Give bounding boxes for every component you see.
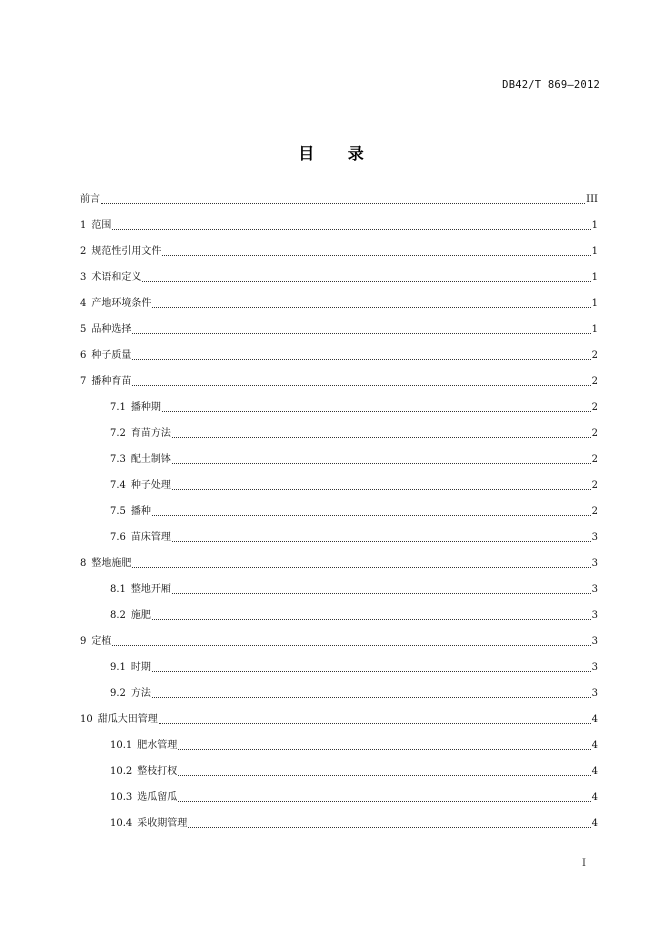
toc-entry[interactable] <box>80 577 598 603</box>
toc-entry-text: 术语和定义 <box>91 272 142 283</box>
toc-entry-text: 播种 <box>130 506 151 517</box>
toc-dot-leader <box>178 775 590 776</box>
toc-entry-number: 3 <box>80 272 87 283</box>
toc-entry-text: 整枝打杈 <box>137 766 178 777</box>
document-code: DB42/T 869—2012 <box>502 79 600 91</box>
toc-entry-page: 2 <box>591 454 598 465</box>
toc-entry-text: 方法 <box>130 688 151 699</box>
toc-entry-page: 3 <box>591 584 598 595</box>
toc-entry-label <box>110 577 171 603</box>
toc-entry[interactable] <box>80 369 598 395</box>
toc-entry-label <box>110 603 151 629</box>
toc-dot-leader <box>172 463 591 464</box>
toc-entry-label <box>80 265 141 291</box>
toc-entry-number: 10.4 <box>110 818 133 829</box>
toc-entry-page: 4 <box>591 818 598 829</box>
toc-entry-label <box>110 421 171 447</box>
toc-entry-text: 产地环境条件 <box>91 298 152 309</box>
toc-entry-page: 3 <box>591 688 598 699</box>
toc-entry-text: 肥水管理 <box>137 740 178 751</box>
toc-dot-leader <box>132 385 590 386</box>
toc-entry-text: 选瓜留瓜 <box>137 792 178 803</box>
toc-entry-label <box>110 759 177 785</box>
toc-entry-label <box>80 551 131 577</box>
toc-entry-page: 1 <box>591 298 598 309</box>
toc-dot-leader <box>172 489 591 490</box>
toc-entry-number: 8 <box>80 558 87 569</box>
toc-entry[interactable] <box>80 681 598 707</box>
toc-entry[interactable] <box>80 473 598 499</box>
toc-dot-leader <box>132 359 590 360</box>
toc-entry-label <box>110 499 151 525</box>
toc-entry-number: 10 <box>80 714 93 725</box>
toc-entry-text: 种子质量 <box>91 350 132 361</box>
toc-entry-page: 4 <box>591 714 598 725</box>
toc-entry[interactable] <box>80 187 598 213</box>
toc-entry-label <box>110 785 177 811</box>
toc-entry-number: 7.1 <box>110 402 126 413</box>
toc-dot-leader <box>112 229 590 230</box>
toc-dot-leader <box>152 307 590 308</box>
toc-dot-leader <box>152 515 591 516</box>
toc-dot-leader <box>132 567 590 568</box>
toc-entry[interactable] <box>80 759 598 785</box>
toc-entry[interactable] <box>80 499 598 525</box>
toc-entry-label <box>110 811 187 837</box>
toc-entry-number: 7.4 <box>110 480 126 491</box>
toc-entry-text: 规范性引用文件 <box>91 246 162 257</box>
toc-dot-leader <box>152 671 591 672</box>
toc-entry-number: 7 <box>80 376 87 387</box>
toc-entry-text: 采收期管理 <box>137 818 188 829</box>
toc-entry-page: 3 <box>591 636 598 647</box>
toc-dot-leader <box>178 749 590 750</box>
toc-entry[interactable] <box>80 785 598 811</box>
toc-title: 目 录 <box>298 144 378 163</box>
toc-entry-text: 范围 <box>91 220 112 231</box>
toc-entry-number: 4 <box>80 298 87 309</box>
toc-entry-label <box>110 681 151 707</box>
toc-entry-page: 4 <box>591 740 598 751</box>
toc-dot-leader <box>132 333 590 334</box>
toc-dot-leader <box>172 593 591 594</box>
toc-entry[interactable] <box>80 811 598 837</box>
toc-entry-number: 7.6 <box>110 532 126 543</box>
toc-entry-text: 播种育苗 <box>91 376 132 387</box>
page-number: I <box>582 858 586 869</box>
toc-dot-leader <box>152 697 591 698</box>
toc-entry-page: 4 <box>591 792 598 803</box>
toc-entry[interactable] <box>80 655 598 681</box>
toc-entry-label <box>80 629 111 655</box>
toc-entry-text: 定植 <box>91 636 112 647</box>
toc-entry-label <box>80 369 131 395</box>
toc-entry-label <box>80 707 158 733</box>
toc-entry-number: 5 <box>80 324 87 335</box>
toc-entry-number: 8.1 <box>110 584 126 595</box>
toc-entry[interactable] <box>80 629 598 655</box>
toc-entry-number: 7.3 <box>110 454 126 465</box>
toc-entry-text: 整地开厢 <box>130 584 171 595</box>
toc-dot-leader <box>162 255 590 256</box>
toc-entry-page: 1 <box>591 246 598 257</box>
toc-dot-leader <box>159 723 591 724</box>
toc-dot-leader <box>162 411 591 412</box>
toc-entry[interactable] <box>80 603 598 629</box>
toc-entry-page: 2 <box>591 506 598 517</box>
toc-entry-text: 整地施肥 <box>91 558 132 569</box>
toc-dot-leader <box>172 437 591 438</box>
toc-entry-page: III <box>586 194 598 205</box>
toc-entry-number: 10.2 <box>110 766 133 777</box>
toc-dot-leader <box>178 801 590 802</box>
toc-entry-label <box>110 733 177 759</box>
toc-entry-number: 8.2 <box>110 610 126 621</box>
toc-dot-leader <box>172 541 591 542</box>
toc-entry-page: 3 <box>591 532 598 543</box>
toc-entry-number: 10.3 <box>110 792 133 803</box>
toc-entry-page: 2 <box>591 428 598 439</box>
toc-entry[interactable] <box>80 733 598 759</box>
toc-dot-leader <box>188 827 590 828</box>
toc-list <box>80 187 598 837</box>
toc-entry-page: 4 <box>591 766 598 777</box>
toc-entry-number: 10.1 <box>110 740 133 751</box>
toc-entry[interactable] <box>80 707 598 733</box>
toc-entry-text: 种子处理 <box>130 480 171 491</box>
toc-entry-number: 9 <box>80 636 87 647</box>
toc-entry-number: 9.1 <box>110 662 126 673</box>
toc-entry-page: 2 <box>591 350 598 361</box>
toc-entry-page: 2 <box>591 402 598 413</box>
toc-entry-page: 3 <box>591 610 598 621</box>
toc-entry-text: 播种期 <box>130 402 161 413</box>
toc-entry-label <box>80 317 131 343</box>
toc-entry-label <box>80 187 100 213</box>
toc-entry-label <box>80 239 161 265</box>
toc-entry-text: 配土制钵 <box>130 454 171 465</box>
toc-entry-page: 1 <box>591 324 598 335</box>
toc-entry-text: 育苗方法 <box>130 428 171 439</box>
toc-dot-leader <box>112 645 590 646</box>
toc-entry-text: 甜瓜大田管理 <box>97 714 158 725</box>
toc-entry[interactable] <box>80 239 598 265</box>
toc-entry-text: 时期 <box>130 662 151 673</box>
toc-entry[interactable] <box>80 265 598 291</box>
toc-dot-leader <box>101 203 585 204</box>
toc-entry-page: 3 <box>591 662 598 673</box>
toc-entry[interactable] <box>80 343 598 369</box>
toc-entry-label <box>110 655 151 681</box>
toc-entry-text: 苗床管理 <box>130 532 171 543</box>
toc-dot-leader <box>142 281 590 282</box>
toc-entry-number: 2 <box>80 246 87 257</box>
toc-entry[interactable] <box>80 421 598 447</box>
toc-entry-label <box>80 343 131 369</box>
toc-entry-label <box>110 525 171 551</box>
toc-entry-number: 7.2 <box>110 428 126 439</box>
toc-entry-label <box>110 473 171 499</box>
toc-entry-text: 品种选择 <box>91 324 132 335</box>
toc-entry-number: 7.5 <box>110 506 126 517</box>
toc-entry-text: 前言 <box>80 194 100 205</box>
toc-entry-label <box>110 395 161 421</box>
toc-entry-page: 3 <box>591 558 598 569</box>
toc-entry[interactable] <box>80 213 598 239</box>
toc-entry-label <box>80 213 111 239</box>
toc-entry[interactable] <box>80 525 598 551</box>
toc-entry-page: 1 <box>591 220 598 231</box>
toc-entry-page: 1 <box>591 272 598 283</box>
toc-entry[interactable] <box>80 551 598 577</box>
toc-entry-number: 1 <box>80 220 87 231</box>
toc-entry-number: 6 <box>80 350 87 361</box>
toc-entry-label <box>110 447 171 473</box>
toc-entry[interactable] <box>80 317 598 343</box>
toc-entry[interactable] <box>80 395 598 421</box>
toc-dot-leader <box>152 619 591 620</box>
toc-entry[interactable] <box>80 291 598 317</box>
toc-entry-text: 施肥 <box>130 610 151 621</box>
toc-entry-number: 9.2 <box>110 688 126 699</box>
toc-entry[interactable] <box>80 447 598 473</box>
toc-entry-page: 2 <box>591 480 598 491</box>
toc-entry-label <box>80 291 151 317</box>
toc-entry-page: 2 <box>591 376 598 387</box>
